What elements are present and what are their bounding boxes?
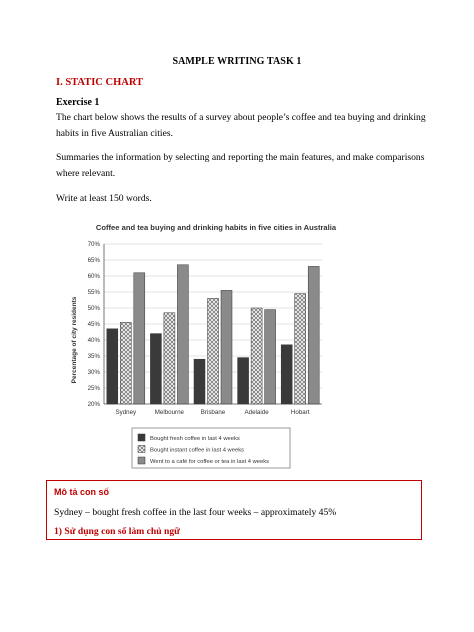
- chart-title: Coffee and tea buying and drinking habits in five cities in Australia: [95, 223, 337, 232]
- word-count-instruction: Write at least 150 words.: [56, 193, 152, 204]
- bar-hobart-series-3: [308, 266, 319, 404]
- document-title: SAMPLE WRITING TASK 1: [172, 56, 302, 67]
- legend-swatch: [138, 457, 145, 464]
- task-description: The chart below shows the results of a survey about people’s coffee and tea buying and drinking habits in five Australian cities.: [56, 112, 426, 139]
- bar-sydney-series-1: [107, 329, 118, 404]
- bar-adelaide-series-2: [251, 308, 262, 404]
- y-tick-label: 50%: [87, 305, 100, 313]
- y-tick-label: 65%: [87, 257, 100, 265]
- bar-sydney-series-2: [120, 322, 131, 404]
- y-tick-label: 20%: [87, 401, 100, 409]
- y-tick-label: 30%: [87, 369, 100, 377]
- y-tick-label: 35%: [87, 353, 100, 361]
- bar-melbourne-series-1: [150, 334, 161, 404]
- bar-brisbane-series-1: [194, 359, 205, 404]
- section-heading: I. STATIC CHART: [56, 77, 144, 88]
- notes-box-example: Sydney – bought fresh coffee in the last four weeks – approximately 45%: [54, 507, 337, 518]
- x-tick-label: Brisbane: [200, 409, 226, 416]
- bar-melbourne-series-2: [164, 313, 175, 404]
- y-tick-label: 55%: [87, 289, 100, 297]
- notes-box-subheading: 1) Sử dụng con số làm chủ ngữ: [54, 526, 180, 537]
- x-tick-label: Melbourne: [154, 409, 185, 416]
- bar-brisbane-series-2: [208, 298, 219, 404]
- x-tick-label: Sydney: [115, 409, 137, 416]
- bar-adelaide-series-1: [238, 358, 249, 404]
- legend-label: Bought fresh coffee in last 4 weeks: [150, 436, 240, 442]
- bar-sydney-series-3: [134, 273, 145, 404]
- bar-brisbane-series-3: [221, 290, 232, 404]
- bar-hobart-series-2: [295, 294, 306, 404]
- y-tick-label: 25%: [87, 385, 100, 393]
- exercise-heading: Exercise 1: [56, 97, 100, 108]
- notes-box-title: Mô tả con số: [54, 487, 110, 497]
- bar-melbourne-series-3: [177, 265, 188, 404]
- y-axis-label: Percentage of city residents: [71, 296, 78, 384]
- y-tick-label: 60%: [87, 273, 100, 281]
- legend-swatch: [138, 446, 145, 453]
- chart-svg: [56, 214, 356, 474]
- y-tick-label: 45%: [87, 321, 100, 329]
- notes-box: [46, 480, 422, 540]
- bar-hobart-series-1: [281, 345, 292, 404]
- legend-swatch: [138, 434, 145, 441]
- x-tick-label: Adelaide: [244, 409, 269, 416]
- y-tick-label: 40%: [87, 337, 100, 345]
- bar-chart: [56, 214, 356, 474]
- y-tick-label: 70%: [87, 241, 100, 249]
- bar-adelaide-series-3: [265, 310, 276, 404]
- legend-label: Bought instant coffee in last 4 weeks: [150, 447, 244, 454]
- legend-label: Went to a café for coffee or tea in last 4 weeks: [150, 459, 270, 465]
- x-tick-label: Hobart: [290, 409, 310, 416]
- task-instruction: Summaries the information by selecting and reporting the main features, and make comparisons where relevant.: [56, 152, 425, 179]
